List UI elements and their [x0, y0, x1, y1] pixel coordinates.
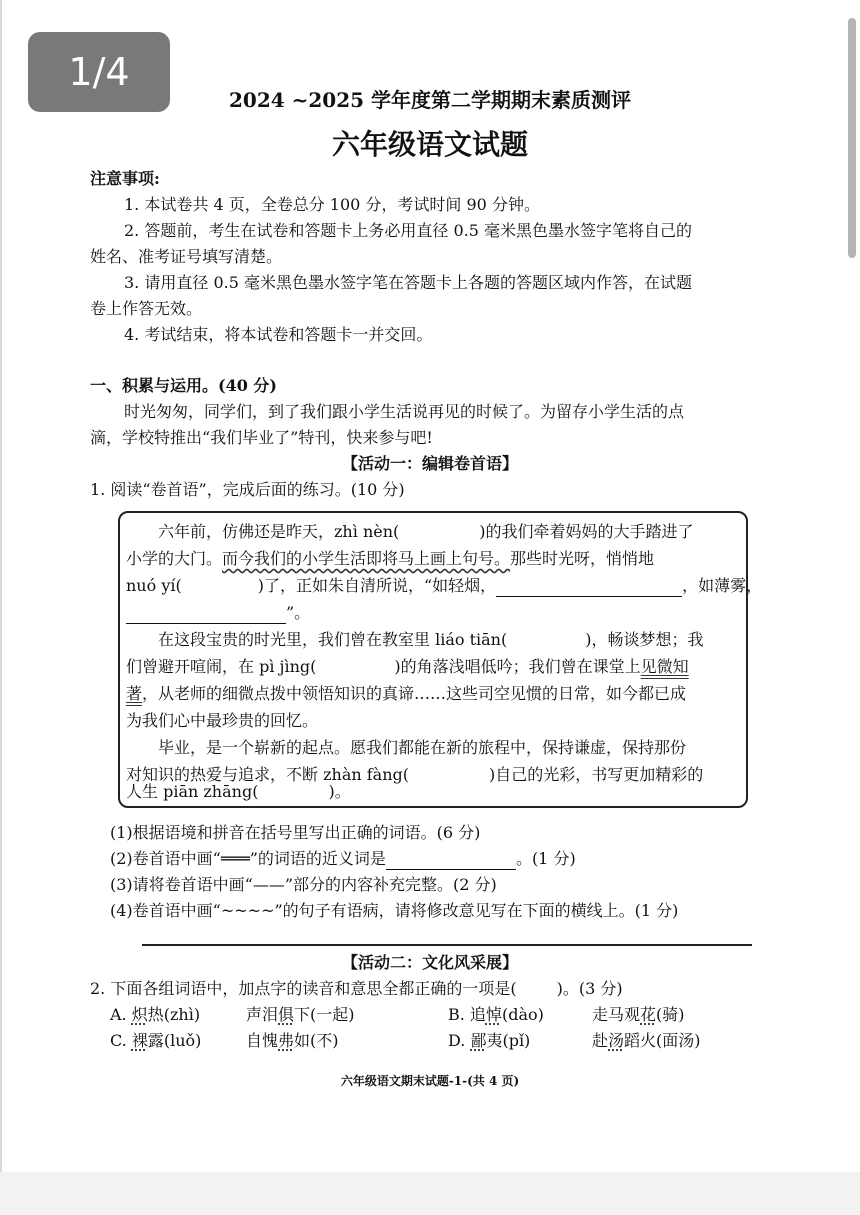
passage-line-9: 毕业，是一个崭新的起点。愿我们都能在新的旅程中，保持谦虚，保持那份 [158, 738, 687, 757]
dotted-char: 汤 [608, 1031, 625, 1050]
passage-line-5 [158, 629, 703, 651]
option-text: 如(不) [294, 1031, 339, 1050]
option-c-word-1 [110, 1030, 201, 1052]
option-a-word-1 [110, 1004, 200, 1026]
passage-line-11 [126, 781, 351, 803]
passage-text: 人生 piān zhāng( [126, 782, 259, 801]
activity-1-heading: 【活动一：编辑卷首语】 [341, 454, 518, 473]
passage-line-1 [158, 521, 694, 543]
passage-text: 那些时光呀，悄悄地 [510, 549, 655, 568]
passage-text: 们曾避开喧闹，在 pì jìng( [126, 657, 317, 676]
dotted-char: 花 [640, 1005, 657, 1024]
passage-text: )自己的光彩，书写更加精彩的 [489, 765, 704, 784]
option-text: C. [110, 1031, 132, 1050]
passage-line-7 [126, 683, 686, 705]
option-b-word-2 [592, 1004, 685, 1026]
option-text: (dào) [501, 1005, 544, 1024]
passage-text: )。 [328, 782, 351, 801]
dotted-char: 悼 [485, 1005, 502, 1024]
page-footer: 六年级语文期末试题-1-(共 4 页) [340, 1074, 520, 1088]
passage-text: )的角落浅唱低吟；我们曾在课堂上 [394, 657, 641, 676]
dotted-char: 俱 [278, 1005, 295, 1024]
passage-line-8: 为我们心中最珍贵的回忆。 [126, 711, 319, 730]
passage-line-3 [126, 575, 762, 597]
section-1-intro-1: 时光匆匆，同学们，到了我们跟小学生活说再见的时候了。为留存小学生活的点 [124, 402, 685, 421]
option-b-word-1 [448, 1004, 544, 1026]
question-text: )。(3 分) [556, 979, 623, 998]
option-text: 下(一起) [294, 1005, 355, 1024]
question-text: 2. 下面各组词语中，加点字的读音和意思全都正确的一项是( [90, 979, 517, 998]
option-d-word-1 [448, 1030, 530, 1052]
subquestion-4: (4)卷首语中画“~~~~”的句子有语病，请将修改意见写在下面的横线上。(1 分) [110, 901, 679, 920]
double-underlined-word: 著 [126, 684, 143, 703]
option-text: 赴 [592, 1031, 609, 1050]
option-text: (骑) [656, 1005, 685, 1024]
answer-line-synonym[interactable] [386, 851, 516, 870]
page-left-edge [0, 0, 2, 1215]
page-bottom-margin [0, 1172, 860, 1215]
dotted-char: 裸 [131, 1031, 148, 1050]
wavy-underlined-sentence: 而今我们的小学生活即将马上画上句号。 [222, 549, 511, 568]
fill-line-quote-1[interactable] [496, 578, 682, 597]
section-1-intro-2: 滴，学校特推出“我们毕业了”特刊，快来参与吧! [90, 428, 433, 447]
double-underlined-word: 见微知 [640, 657, 689, 676]
fill-line-quote-2[interactable] [126, 605, 286, 624]
passage-text: 六年前，仿佛还是昨天，zhì nèn( [158, 522, 400, 541]
option-text: 夷(pǐ) [486, 1031, 531, 1050]
option-text: A. [110, 1005, 132, 1024]
subquestion-text: 。(1 分) [515, 849, 576, 868]
option-text: D. [448, 1031, 471, 1050]
answer-line-correction[interactable] [142, 944, 752, 946]
passage-text: )了，正如朱自清所说，“如轻烟， [257, 576, 497, 595]
notes-heading: 注意事项: [90, 169, 160, 188]
dotted-char: 弗 [278, 1031, 295, 1050]
note-item-1: 1. 本试卷共 4 页，全卷总分 100 分，考试时间 90 分钟。 [124, 195, 540, 214]
passage-line-6 [126, 656, 689, 678]
passage-text: 在这段宝贵的时光里，我们曾在教室里 liáo tiān( [158, 630, 508, 649]
option-text: B. 追 [448, 1005, 486, 1024]
option-text: 自愧 [246, 1031, 279, 1050]
passage-text: )，畅谈梦想；我 [585, 630, 704, 649]
subquestion-1: (1)根据语境和拼音在括号里写出正确的词语。(6 分) [110, 823, 481, 842]
passage-text: ，如薄雾， [682, 576, 763, 595]
passage-line-2 [126, 548, 654, 570]
option-d-word-2 [592, 1030, 701, 1052]
option-c-word-2 [246, 1030, 339, 1052]
page-indicator-badge: 1/4 [28, 32, 170, 112]
section-1-heading: 一、积累与运用。(40 分) [90, 376, 277, 395]
option-text: 走马观 [592, 1005, 641, 1024]
option-text: 声泪 [246, 1005, 279, 1024]
note-item-3a: 3. 请用直径 0.5 毫米黑色墨水签字笔在答题卡上各题的答题区域内作答，在试题 [124, 273, 692, 292]
option-text: 热(zhì) [147, 1005, 201, 1024]
question-1: 1. 阅读“卷首语”，完成后面的练习。(10 分) [90, 480, 405, 499]
subquestion-text: (2)卷首语中画“═══”的词语的近义词是 [110, 849, 386, 868]
note-item-2b: 姓名、准考证号填写清楚。 [90, 247, 283, 266]
exam-subtitle: 六年级语文试题 [331, 128, 528, 161]
option-text: 蹈火(面汤) [624, 1031, 701, 1050]
exam-title: 2024 ~2025 学年度第二学期期末素质测评 [228, 88, 631, 112]
passage-line-4 [126, 602, 310, 624]
passage-text: ，从老师的细微点拨中领悟知识的真谛……这些司空见惯的日常，如今都已成 [142, 684, 687, 703]
passage-text: 小学的大门。 [126, 549, 223, 568]
passage-text: nuó yí( [126, 576, 182, 595]
option-a-word-2 [246, 1004, 355, 1026]
note-item-3b: 卷上作答无效。 [90, 299, 203, 318]
note-item-2a: 2. 答题前，考生在试卷和答题卡上务必用直径 0.5 毫米黑色墨水签字笔将自己的 [124, 221, 692, 240]
dotted-char: 炽 [131, 1005, 148, 1024]
note-item-4: 4. 考试结束，将本试卷和答题卡一并交回。 [124, 325, 433, 344]
subquestion-3: (3)请将卷首语中画“——”部分的内容补充完整。(2 分) [110, 875, 497, 894]
subquestion-2 [110, 848, 576, 870]
option-text: 露(luǒ) [147, 1031, 202, 1050]
passage-text: 对知识的热爱与追求，不断 zhàn fàng( [126, 765, 410, 784]
dotted-char: 鄙 [470, 1031, 487, 1050]
question-2 [90, 978, 623, 1000]
passage-text: ”。 [286, 603, 311, 622]
activity-2-heading: 【活动二：文化风采展】 [341, 953, 518, 972]
passage-text: )的我们牵着妈妈的大手踏进了 [479, 522, 694, 541]
